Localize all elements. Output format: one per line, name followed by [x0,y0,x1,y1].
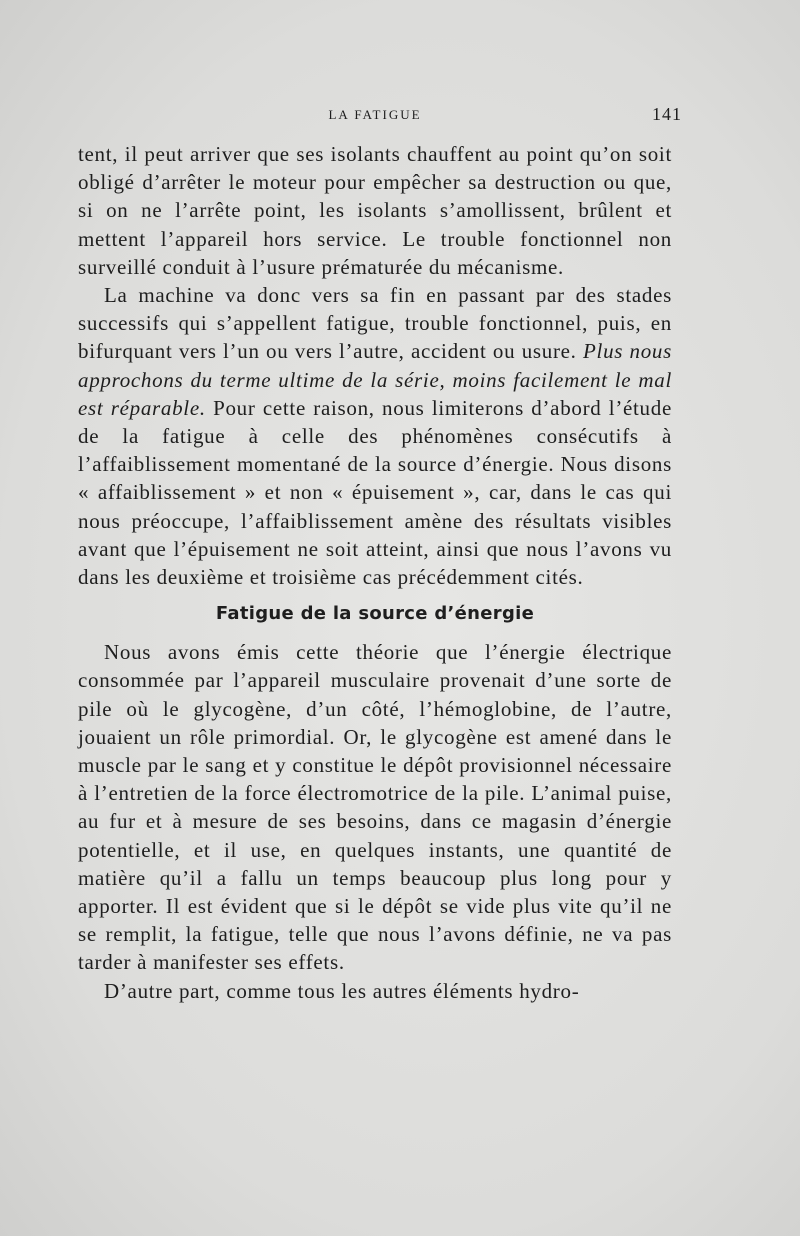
section-heading: Fatigue de la source d’énergie [215,603,535,625]
paragraph-4: D’autre part, comme tous les autres éléments hydro- [104,978,580,1003]
paragraph-1: tent, il peut arriver que ses isolants chauffent au point qu’on soit obligé d’arrêter le moteur pour empêcher sa destruction ou que, si on ne l’arrête point, les isolants s’amollissent, brûlent et mettent l’appareil hors service. Le trouble fonctionnel non surveillé conduit à l’usure prématurée du mécanisme. [78,142,672,279]
paragraph-2 [78,281,672,591]
running-title: LA FATIGUE [328,107,422,122]
page-number: 141 [652,104,682,124]
paragraph-2-start: La machine va donc vers sa fin en passant par des stades successifs qui s’appellent fatigue, trouble fonctionnel, puis, en bifurquant vers l’un ou vers l’autre, accident ou usure. [78,283,672,364]
paragraph-3: Nous avons émis cette théorie que l’énergie électrique consommée par l’appareil musculaire provenait d’une sorte de pile où le glycogène, d’un côté, l’hémoglobine, de l’autre, jouaient un rôle primordial. Or, le glycogène est amené dans le muscle par le sang et y constitue le dépôt provisionnel nécessaire à l’entretien de la force électromotrice de la pile. L’animal puise, au fur et à mesure de ses besoins, dans ce magasin d’énergie potentielle, et il use, en quelques instants, une quantité de matière qu’il a fallu un temps beaucoup plus long pour y apporter. Il est évident que si le dépôt se vide plus vite qu’il ne se remplit, la fatigue, telle que nous l’avons définie, ne va pas tarder à manifester ses effets. [78,640,672,975]
running-head [78,104,682,126]
body-text [78,140,672,1005]
paragraph-2-end: Pour cette raison, nous limiterons d’abord l’étude de la fatigue à celle des phénomènes consécutifs à l’affaiblissement momentané de la source d’énergie. Nous disons « affaiblissement » et non « épuisement », car, dans le cas qui nous préoccupe, l’affaiblissement amène des résultats visibles avant que l’épuisement ne soit atteint, ainsi que nous l’avons vu dans les deuxième et troisième cas précédemment cités. [78,395,672,590]
paragraph-2-italic: Plus nous approchons du terme ultime de la série, moins facilement le mal est réparable. [78,339,672,420]
